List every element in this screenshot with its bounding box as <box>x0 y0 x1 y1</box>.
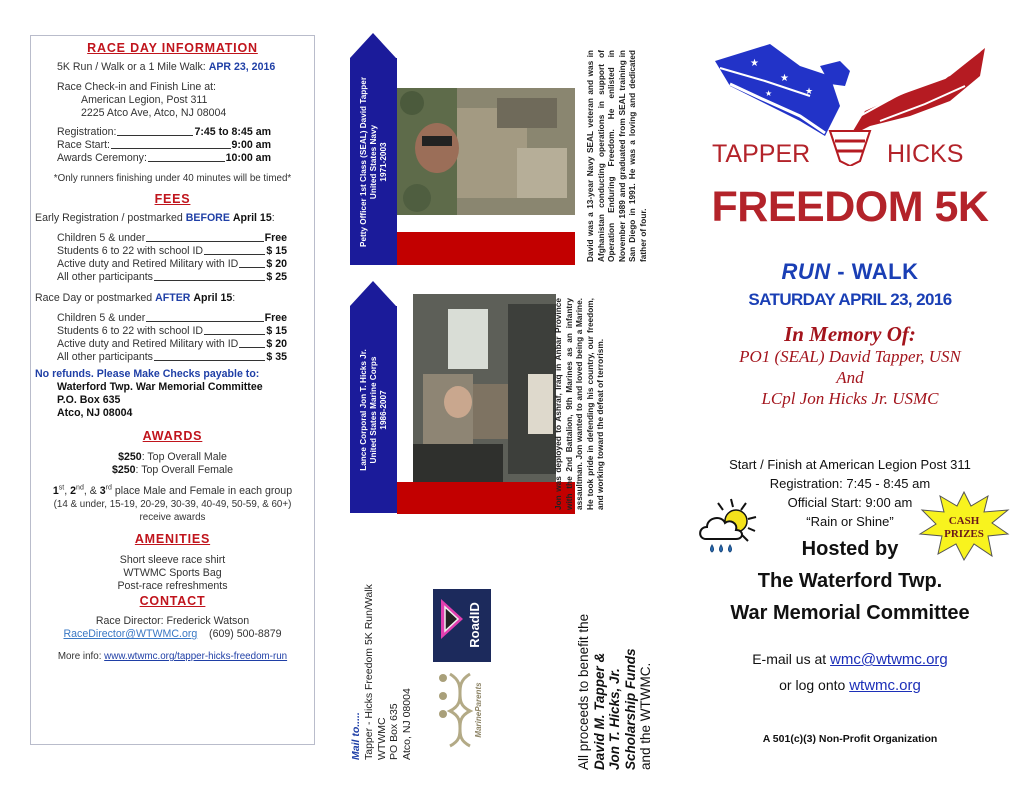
nonprofit-label: A 501(c)(3) Non-Profit Organization <box>762 733 938 745</box>
venue-name: American Legion, Post 311 <box>81 94 208 106</box>
amenity-item: Short sleeve race shirt <box>119 554 226 566</box>
director-email-link[interactable]: RaceDirector@WTWMC.org <box>63 628 198 640</box>
award-places: 1st, 2nd, & 3rd place Male and Female in each group <box>52 484 293 497</box>
payee-name: Waterford Twp. War Memorial Committee <box>57 381 263 393</box>
svg-text:★: ★ <box>750 58 759 69</box>
late-fees <box>35 312 310 364</box>
fee-row: Children 5 & under Free <box>57 312 287 324</box>
tapper-red-bar <box>397 232 575 265</box>
svg-text:HICKS: HICKS <box>887 140 964 166</box>
award-female: $250: Top Overall Female <box>111 464 234 476</box>
late-fee-heading: Race Day or postmarked AFTER April 15: <box>35 292 236 304</box>
hicks-photo <box>413 294 556 484</box>
eagle-icon <box>690 36 1010 166</box>
memory-title: In Memory Of: <box>784 322 916 346</box>
proceeds-block: All proceeds to benefit the David M. Tapper & Jon T. Hicks, Jr. Scholarship Funds and the WTWMC. <box>576 613 653 770</box>
svg-text:CASH: CASH <box>948 515 980 527</box>
mail-line: Tapper - Hicks Freedom 5K Run/Walk <box>362 584 375 760</box>
svg-text:PRIZES: PRIZES <box>944 528 984 540</box>
tapper-photo <box>397 88 575 215</box>
cover-web-link[interactable]: wtwmc.org <box>849 677 921 694</box>
mail-to-label: Mail to..... <box>350 712 362 760</box>
event-line: 5K Run / Walk or a 1 Mile Walk: APR 23, 2016 <box>57 61 276 73</box>
marineparents-logo <box>435 666 491 752</box>
amenity-item: WTWMC Sports Bag <box>123 567 222 579</box>
schedule-row: Race Start: 9:00 am <box>57 139 271 151</box>
award-receive: receive awards <box>139 512 206 523</box>
tapper-banner: Petty Officer 1st Class (SEAL) David Tapper United States Navy 1971-2003 <box>350 58 397 265</box>
payee-pobox: P.O. Box 635 <box>57 394 121 406</box>
mail-line: WTWMC <box>375 717 388 760</box>
memory-names: PO1 (SEAL) David Tapper, USN And LCpl Jon Hicks Jr. USMC <box>739 347 961 408</box>
checkin-label: Race Check-in and Finish Line at: <box>57 81 216 93</box>
svg-text:★: ★ <box>780 73 789 84</box>
award-groups: (14 & under, 15-19, 20-29, 30-39, 40-49, 50-59, & 60+) <box>53 499 292 510</box>
fee-row: All other participants $ 35 <box>57 351 287 363</box>
fee-row: All other participants $ 25 <box>57 271 287 283</box>
tapper-bio: David was a 13-year Navy SEAL veteran and was in Afghanistan conducting operations in support of Operation Enduring Freedom. He enlisted in November 1989 and graduated from SEAL training in San Diego in 1991. He was a loving and dedicated father of four. <box>585 50 648 262</box>
svg-text:TAPPER: TAPPER <box>712 140 811 166</box>
cover-contact: E-mail us at wmc@wtwmc.org or log onto wtwmc.org <box>752 651 948 694</box>
director-phone: (609) 500-8879 <box>209 628 282 640</box>
hicks-bio: Jon was deployed to Ashraf, Iraq in Anbar Province with the 2nd Battalion, 9th Marines as an infantry assaultman. Jon wanted to and loved being a Marine. He took pride in defending his country, our freedom, and working toward the defeat of terrorism. <box>553 298 606 510</box>
race-director: Race Director: Frederick Watson <box>95 615 250 627</box>
svg-text:RoadID: RoadID <box>467 602 482 648</box>
award-male: $250: Top Overall Male <box>118 451 227 463</box>
eagle-logo <box>690 36 1010 166</box>
more-info-link[interactable]: www.wtwmc.org/tapper-hicks-freedom-run <box>104 651 288 662</box>
contact-title: CONTACT <box>139 594 206 608</box>
svg-text:★: ★ <box>805 86 814 96</box>
amenities-title: AMENITIES <box>134 532 211 546</box>
fee-row: Children 5 & under Free <box>57 232 287 244</box>
director-contact <box>35 628 310 641</box>
fees-title: FEES <box>154 192 191 206</box>
run-walk-title: RUN - WALK <box>781 259 919 284</box>
svg-text:MarineParents: MarineParents <box>474 682 483 738</box>
event-date-title: SATURDAY APRIL 23, 2016 <box>748 290 952 309</box>
awards-title: AWARDS <box>142 429 203 443</box>
svg-text:★: ★ <box>765 89 773 98</box>
early-fees <box>35 232 310 284</box>
roadid-logo <box>433 589 491 662</box>
refund-note: No refunds. Please Make Checks payable to: <box>35 368 260 380</box>
early-fee-heading: Early Registration / postmarked BEFORE April 15: <box>35 212 275 224</box>
fee-row: Active duty and Retired Military with ID $ 20 <box>57 258 287 270</box>
venue-address: 2225 Atco Ave, Atco, NJ 08004 <box>81 107 227 119</box>
more-info: More info: www.wtwmc.org/tapper-hicks-freedom-run <box>57 651 288 662</box>
mail-to-block <box>350 540 414 760</box>
cover-email-link[interactable]: wmc@wtwmc.org <box>830 651 948 668</box>
schedule <box>35 126 310 165</box>
mail-line: Atco, NJ 08004 <box>401 688 414 760</box>
fee-row: Active duty and Retired Military with ID $ 20 <box>57 338 287 350</box>
amenity-item: Post-race refreshments <box>117 580 228 592</box>
event-date: APR 23, 2016 <box>208 61 276 73</box>
hosted-by: Hosted by The Waterford Twp. War Memorial Committee <box>730 538 970 624</box>
schedule-row: Registration: 7:45 to 8:45 am <box>57 126 271 138</box>
schedule-row: Awards Ceremony: 10:00 am <box>57 152 271 164</box>
fee-row: Students 6 to 22 with school ID $ 15 <box>57 245 287 257</box>
race-info-panel <box>30 35 315 745</box>
hicks-banner: Lance Corporal Jon T. Hicks Jr. United States Marine Corps 1986-2007 <box>350 306 397 513</box>
event-info: Start / Finish at American Legion Post 311 Registration: 7:45 - 8:45 am Official Start: 9:00 am “Rain or Shine” <box>729 457 971 529</box>
hicks-red-bar <box>397 482 575 514</box>
fee-row: Students 6 to 22 with school ID $ 15 <box>57 325 287 337</box>
timing-note: *Only runners finishing under 40 minutes will be timed* <box>53 173 292 184</box>
mail-line: PO Box 635 <box>388 703 401 760</box>
race-day-title: RACE DAY INFORMATION <box>87 41 258 55</box>
payee-city: Atco, NJ 08004 <box>57 407 133 419</box>
freedom-5k-title: FREEDOM 5K <box>711 183 989 231</box>
